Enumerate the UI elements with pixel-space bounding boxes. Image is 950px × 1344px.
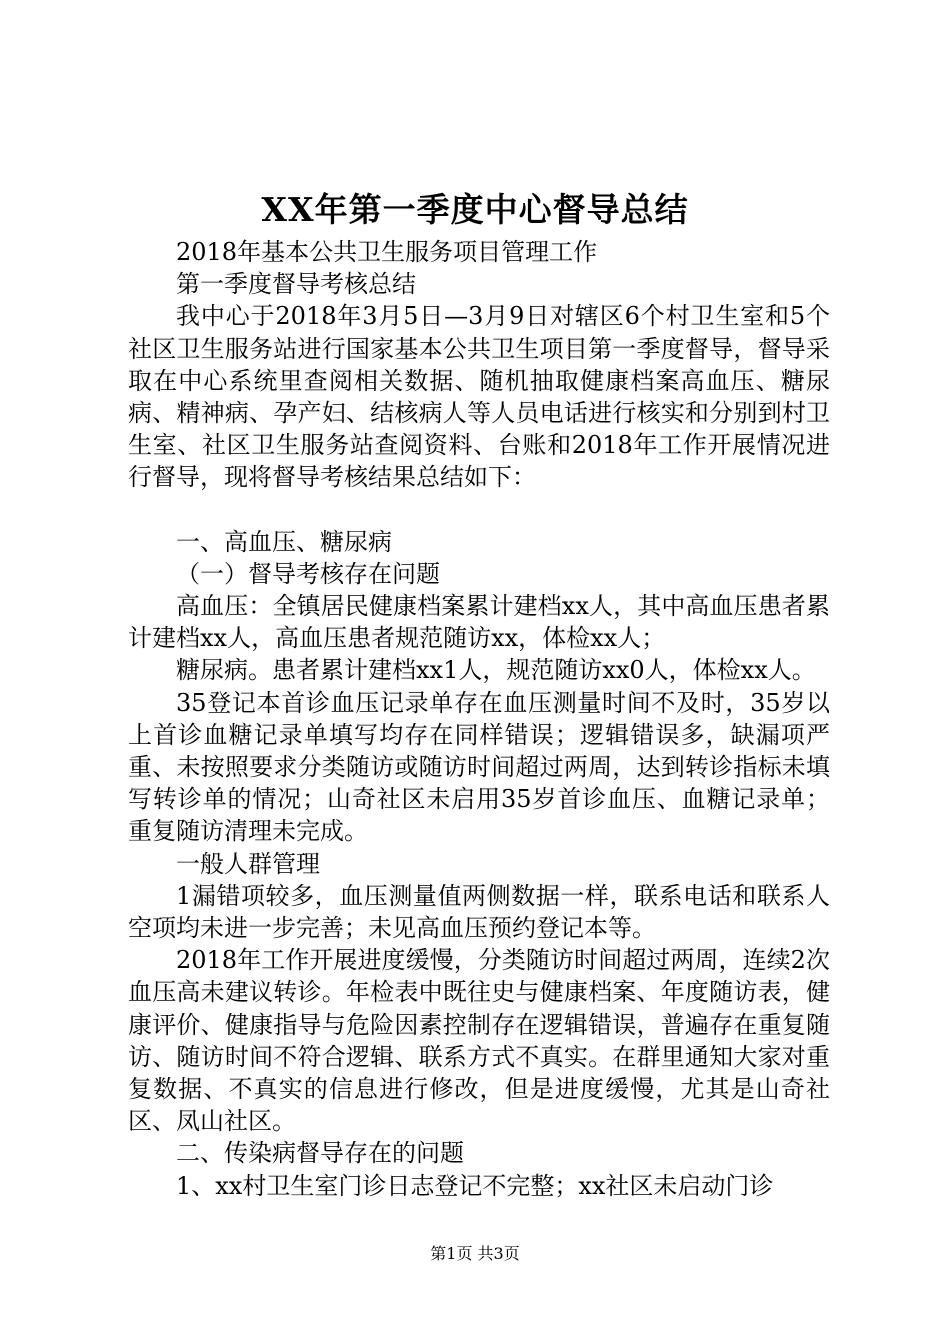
- diabetes-paragraph: 糖尿病。患者累计建档xx1人，规范随访xx0人，体检xx人。: [176, 656, 816, 685]
- section-heading-infectious-disease: 二、传染病督导存在的问题: [176, 1139, 464, 1168]
- subtitle-line-2: 第一季度督导考核总结: [176, 270, 416, 299]
- hypertension-paragraph: 高血压：全镇居民健康档案累计建档xx人，其中高血压患者累计建档xx人，高血压患者规范随访xx，体检xx人；: [128, 592, 830, 653]
- subsection-heading-problems: （一）督导考核存在问题: [176, 559, 440, 588]
- progress-paragraph: 2018年工作开展进度缓慢，分类随访时间超过两周，连续2次血压高未建议转诊。年检表中既往史与健康档案、年度随访表，健康评价、健康指导与危险因素控制存在逻辑错误，普遍存在重复随访、随访时间不符合逻辑、联系方式不真实。在群里通知大家对重复数据、不真实的信息进行修改，但是进度缓慢，尤其是山奇社区、凤山社区。: [128, 946, 830, 1136]
- subtitle-line-1: 2018年基本公共卫生服务项目管理工作: [176, 238, 598, 266]
- section-heading-hypertension-diabetes: 一、高血压、糖尿病: [176, 527, 392, 556]
- missing-items-paragraph: 1漏错项较多，血压测量值两侧数据一样，联系电话和联系人空项均未进一步完善；未见高血压预约登记本等。: [128, 881, 830, 943]
- document-body: [128, 236, 830, 1202]
- general-population-heading: 一般人群管理: [176, 849, 320, 878]
- document-title: XX年第一季度中心督导总结: [261, 190, 689, 229]
- page-footer: 第1页 共3页: [430, 1244, 520, 1263]
- record-errors-paragraph: 35登记本首诊血压记录单存在血压测量时间不及时，35岁以上首诊血糖记录单填写均存在同样错误；逻辑错误多，缺漏项严重、未按照要求分类随访或随访时间超过两周，达到转诊指标未填写转诊单的情况；山奇社区未启用35岁首诊血压、血糖记录单；重复随访清理未完成。: [128, 688, 830, 846]
- clinic-log-paragraph: 1、xx村卫生室门诊日志登记不完整；xx社区未启动门诊: [176, 1171, 774, 1200]
- intro-paragraph: 我中心于2018年3月5日—3月9日对辖区6个村卫生室和5个社区卫生服务站进行国家基本公共卫生项目第一季度督导，督导采取在中心系统里查阅相关数据、随机抽取健康档案高血压、糖尿病、精神病、孕产妇、结核病人等人员电话进行核实和分别到村卫生室、社区卫生服务站查阅资料、台账和2018年工作开展情况进行督导，现将督导考核结果总结如下：: [128, 302, 830, 492]
